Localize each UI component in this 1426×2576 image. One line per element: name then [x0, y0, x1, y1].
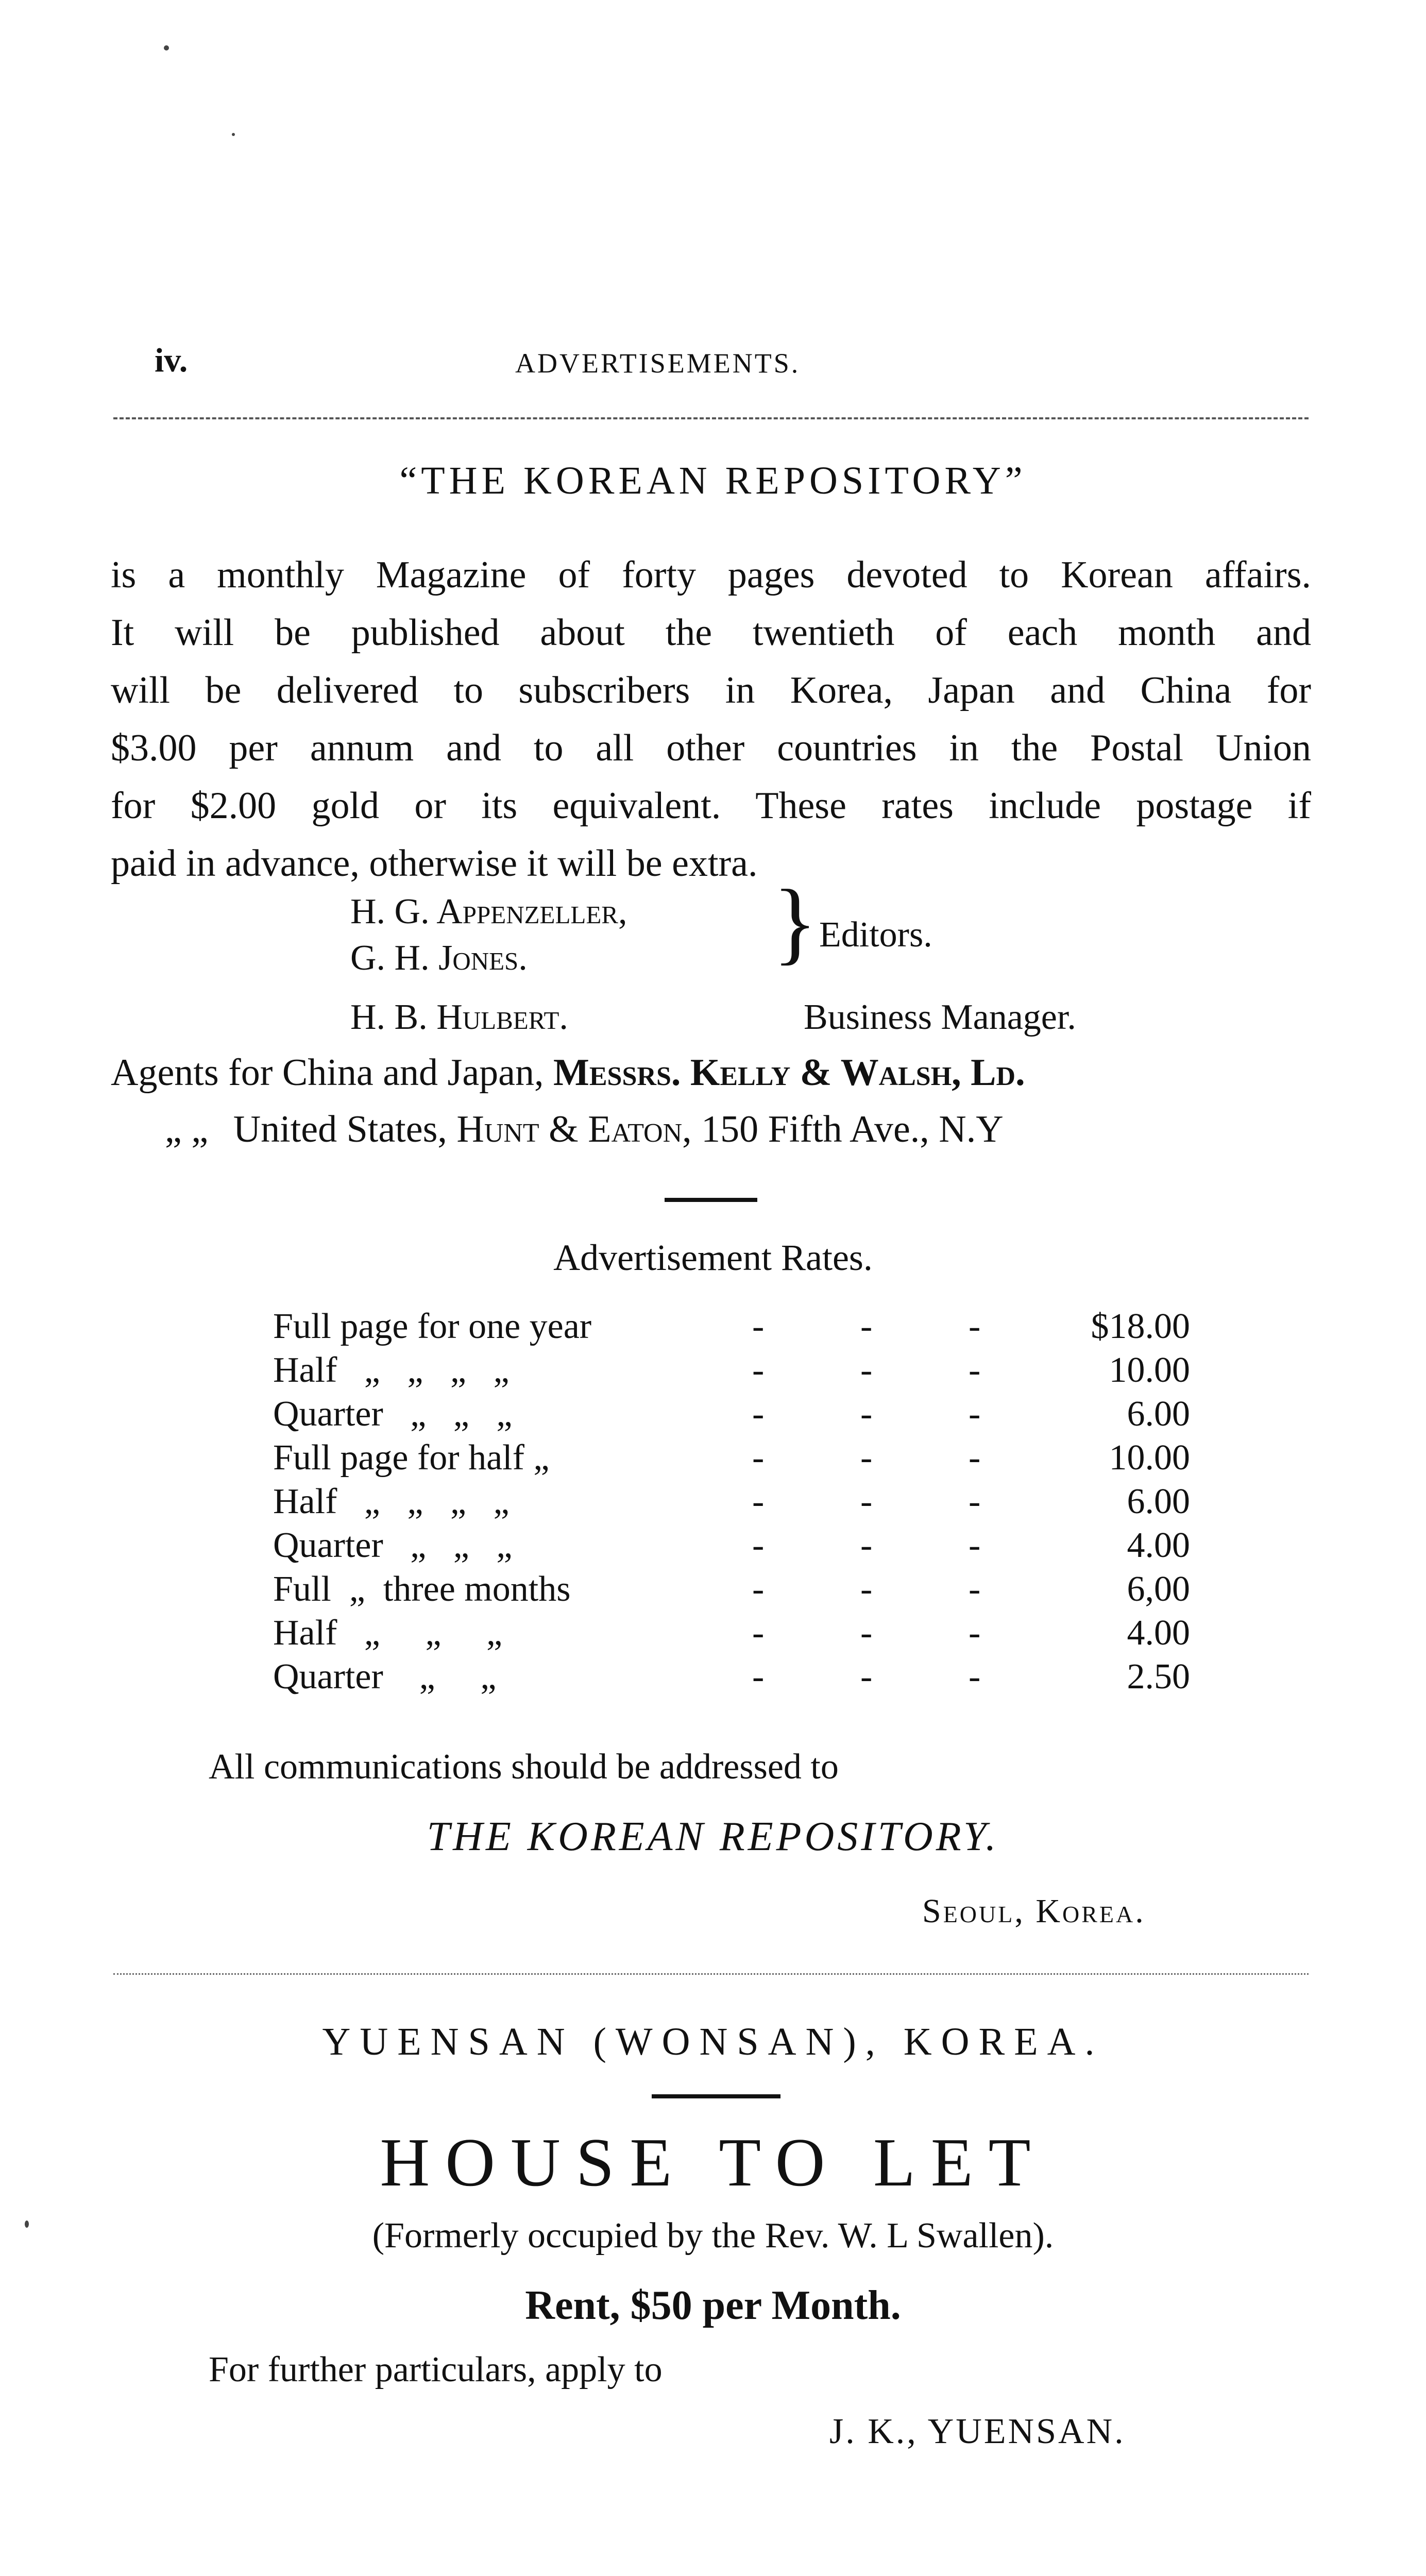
rate-leader-dash: -	[860, 1613, 873, 1653]
rate-leader-dash: -	[860, 1569, 873, 1609]
agents-prefix: Agents for China and Japan,	[111, 1052, 554, 1094]
agents-ditto-marks: „ „	[165, 1108, 209, 1150]
rate-leader-dash: -	[969, 1482, 981, 1521]
rate-leader-dash: -	[860, 1438, 873, 1478]
rate-row	[273, 1569, 1190, 1613]
scan-speck	[232, 133, 235, 136]
description-line-5: for $2.00 gold or its equivalent. These rates include postage if	[111, 785, 1311, 827]
agents-kelly-walsh: Messrs. Kelly & Walsh, Ld.	[553, 1052, 1025, 1094]
rate-row	[273, 1525, 1190, 1569]
rate-leader-dash: -	[752, 1438, 765, 1478]
agents-united-states	[165, 1108, 1004, 1151]
agents-us-address: , 150 Fifth Ave., N.Y	[682, 1108, 1004, 1150]
rate-row	[273, 1394, 1190, 1438]
house-contact: J. K., YUENSAN.	[829, 2412, 1126, 2451]
rate-leader-dash: -	[860, 1526, 873, 1565]
rate-price: 6.00	[1127, 1482, 1190, 1521]
rate-row	[273, 1613, 1190, 1657]
rate-label: Half „ „ „ „	[273, 1482, 510, 1521]
rates-title: Advertisement Rates.	[553, 1237, 873, 1278]
rate-row	[273, 1656, 1190, 1701]
agents-us-text: United States,	[233, 1108, 457, 1150]
agents-hunt-eaton: Hunt & Eaton	[456, 1108, 683, 1150]
rate-leader-dash: -	[969, 1394, 981, 1434]
page-number: iv.	[155, 342, 188, 379]
rate-leader-dash: -	[752, 1482, 765, 1521]
rate-leader-dash: -	[860, 1394, 873, 1434]
rate-price: 10.00	[1109, 1350, 1190, 1390]
house-further: For further particulars, apply to	[209, 2350, 663, 2389]
house-formerly: (Formerly occupied by the Rev. W. L Swallen).	[372, 2216, 1054, 2256]
rate-leader-dash: -	[969, 1526, 981, 1565]
rate-leader-dash: -	[752, 1526, 765, 1565]
business-manager-name: H. B. Hulbert.	[350, 997, 568, 1037]
rate-leader-dash: -	[752, 1350, 765, 1390]
editors-label: Editors.	[819, 915, 932, 955]
business-manager-label: Business Manager.	[804, 997, 1076, 1037]
scan-speck	[164, 45, 169, 50]
rate-price: 2.50	[1127, 1657, 1190, 1697]
rate-leader-dash: -	[969, 1350, 981, 1390]
rate-leader-dash: -	[752, 1613, 765, 1653]
rate-leader-dash: -	[752, 1657, 765, 1697]
communications-addressee: THE KOREAN REPOSITORY.	[427, 1814, 999, 1859]
rate-label: Quarter „ „ „	[273, 1394, 513, 1434]
rate-leader-dash: -	[752, 1307, 765, 1346]
rate-leader-dash: -	[860, 1307, 873, 1346]
rate-label: Half „ „ „ „	[273, 1350, 510, 1390]
description-line-3: will be delivered to subscribers in Korea, Japan and China for	[111, 669, 1311, 711]
rate-row	[273, 1481, 1190, 1526]
communications-note: All communications should be addressed to	[209, 1747, 839, 1787]
rate-label: Full page for one year	[273, 1307, 592, 1346]
scan-speck	[25, 2221, 29, 2228]
header-rule	[113, 417, 1309, 419]
editor-appenzeller: H. G. Appenzeller,	[350, 892, 627, 931]
rate-price: 4.00	[1127, 1526, 1190, 1565]
rate-price: 4.00	[1127, 1613, 1190, 1653]
rate-leader-dash: -	[752, 1394, 765, 1434]
rate-leader-dash: -	[969, 1613, 981, 1653]
rate-label: Quarter „ „ „	[273, 1526, 513, 1565]
rate-leader-dash: -	[752, 1569, 765, 1609]
rate-leader-dash: -	[969, 1657, 981, 1697]
rate-price: 6,00	[1127, 1569, 1190, 1609]
rate-price: 6.00	[1127, 1394, 1190, 1434]
rate-leader-dash: -	[969, 1569, 981, 1609]
section-divider	[113, 1973, 1309, 1975]
section-rule	[665, 1198, 757, 1202]
rate-label: Quarter „ „	[273, 1657, 497, 1697]
rate-row	[273, 1350, 1190, 1394]
editor-jones: G. H. Jones.	[350, 938, 528, 978]
house-rule	[652, 2094, 780, 2098]
rate-label: Half „ „ „	[273, 1613, 503, 1653]
description-line-6: paid in advance, otherwise it will be extra.	[111, 842, 758, 885]
description-line-2: It will be published about the twentieth of each month and	[111, 612, 1311, 654]
agents-china-japan	[111, 1051, 1025, 1095]
editors-brace-glyph: }	[773, 871, 818, 973]
rate-leader-dash: -	[969, 1307, 981, 1346]
rate-price: $18.00	[1091, 1307, 1190, 1346]
house-rent: Rent, $50 per Month.	[525, 2283, 901, 2328]
rate-leader-dash: -	[860, 1482, 873, 1521]
description-line-4: $3.00 per annum and to all other countries in the Postal Union	[111, 727, 1311, 769]
description-line-1: is a monthly Magazine of forty pages devoted to Korean affairs.	[111, 554, 1311, 596]
rate-leader-dash: -	[969, 1438, 981, 1478]
communications-place: Seoul, Korea.	[922, 1892, 1146, 1930]
rate-label: Full page for half „	[273, 1438, 550, 1478]
rate-price: 10.00	[1109, 1438, 1190, 1478]
rate-leader-dash: -	[860, 1657, 873, 1697]
rate-row	[273, 1437, 1190, 1482]
magazine-title: “THE KOREAN REPOSITORY”	[399, 459, 1027, 502]
house-town: YUENSAN (WONSAN), KOREA.	[322, 2020, 1104, 2063]
rate-label: Full „ three months	[273, 1569, 571, 1609]
running-head: ADVERTISEMENTS.	[515, 348, 801, 379]
rate-row	[273, 1306, 1190, 1350]
house-headline: HOUSE TO LET	[380, 2124, 1046, 2200]
rate-leader-dash: -	[860, 1350, 873, 1390]
